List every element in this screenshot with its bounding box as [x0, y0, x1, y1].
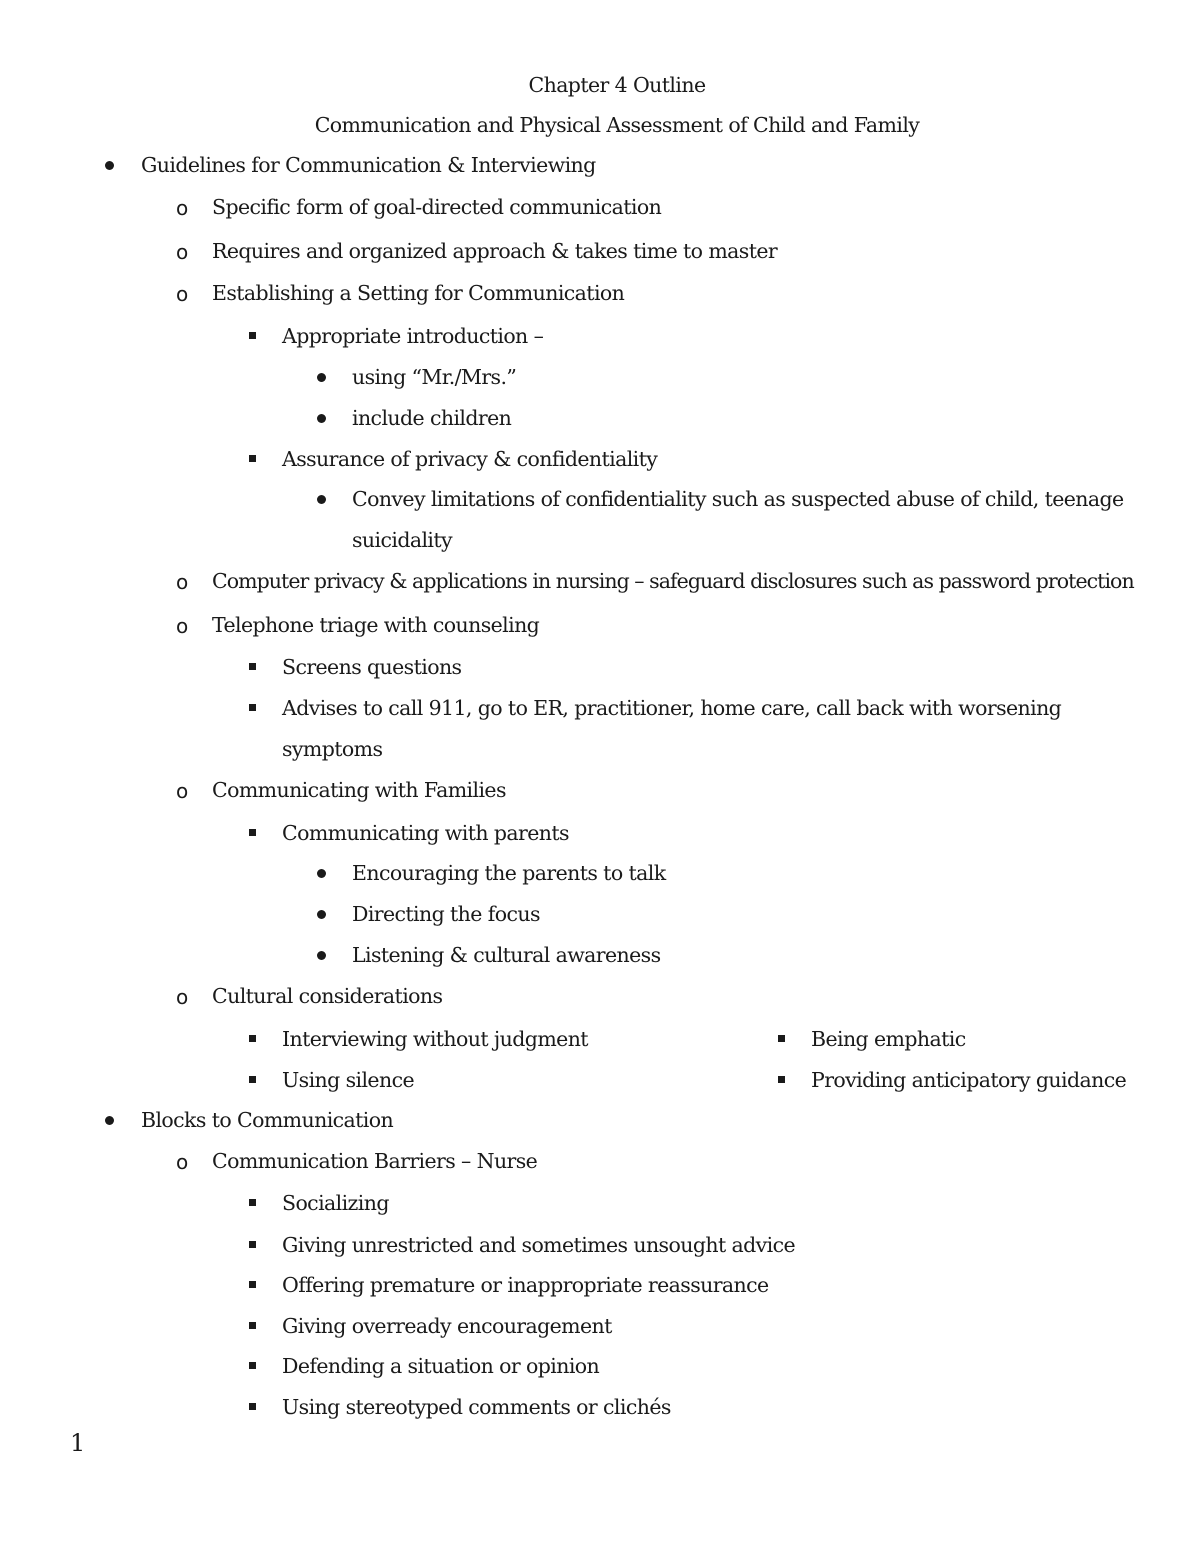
outline-item-l4: include children	[352, 406, 512, 430]
outline-item-l3: Using stereotyped comments or clichés	[282, 1395, 671, 1419]
outline-item-l4: Listening & cultural awareness	[352, 943, 661, 967]
bullet-square-icon	[249, 1076, 256, 1083]
bullet-square-icon	[249, 332, 256, 339]
outline-item-l2: Communicating with Families	[212, 778, 506, 802]
bullet-square-icon	[249, 663, 256, 670]
outline-item-l3: Communicating with parents	[282, 821, 569, 845]
outline-item-l3: Using silence	[282, 1068, 414, 1092]
bullet-circle-icon: o	[176, 779, 189, 803]
outline-item-l2: Specific form of goal-directed communication	[212, 195, 662, 219]
outline-item-l2: Communication Barriers – Nurse	[212, 1149, 538, 1173]
bullet-circle-icon: o	[176, 196, 189, 220]
bullet-square-icon	[249, 829, 256, 836]
bullet-square-icon	[249, 1241, 256, 1248]
bullet-square-icon	[249, 1035, 256, 1042]
bullet-square-icon	[249, 704, 256, 711]
bullet-circle-icon: o	[176, 614, 189, 638]
outline-item-l2: Telephone triage with counseling	[212, 613, 540, 637]
outline-item-l4: Directing the focus	[352, 902, 540, 926]
outline-item-l3: Advises to call 911, go to ER, practitioner, home care, call back with worsening	[282, 696, 1062, 720]
bullet-square-icon	[778, 1035, 785, 1042]
bullet-circle-icon: o	[176, 570, 189, 594]
page-subtitle: Communication and Physical Assessment of Child and Family	[314, 113, 920, 137]
outline-item-l2: Computer privacy & applications in nursing – safeguard disclosures such as password protection	[212, 569, 1134, 593]
bullet-square-icon	[249, 1322, 256, 1329]
bullet-dot-icon	[317, 910, 326, 919]
outline-item-l4-continued: suicidality	[352, 528, 452, 552]
outline-item-l4: Convey limitations of confidentiality such as suspected abuse of child, teenage	[352, 487, 1124, 511]
outline-item-l1: Blocks to Communication	[141, 1108, 394, 1132]
bullet-dot-icon	[317, 495, 326, 504]
bullet-circle-icon: o	[176, 240, 189, 264]
outline-item-l2: Cultural considerations	[212, 984, 443, 1008]
outline-item-l3-continued: symptoms	[282, 737, 383, 761]
outline-item-l4: Encouraging the parents to talk	[352, 861, 666, 885]
outline-item-l3: Socializing	[282, 1191, 389, 1215]
outline-item-l3: Interviewing without judgment	[282, 1027, 588, 1051]
outline-item-l2: Requires and organized approach & takes time to master	[212, 239, 778, 263]
bullet-dot-icon	[317, 414, 326, 423]
outline-item-l3: Appropriate introduction –	[282, 324, 544, 348]
outline-item-l3: Giving overready encouragement	[282, 1314, 612, 1338]
outline-item-l3: Giving unrestricted and sometimes unsought advice	[282, 1233, 795, 1257]
bullet-square-icon	[249, 1362, 256, 1369]
outline-item-l3: Being emphatic	[811, 1027, 966, 1051]
bullet-dot-icon	[317, 373, 326, 382]
bullet-square-icon	[249, 455, 256, 462]
bullet-dot-icon	[317, 869, 326, 878]
outline-item-l3: Screens questions	[282, 655, 462, 679]
bullet-circle-icon: o	[176, 985, 189, 1009]
bullet-square-icon	[249, 1199, 256, 1206]
bullet-square-icon	[249, 1281, 256, 1288]
outline-item-l1: Guidelines for Communication & Interviewing	[141, 153, 596, 177]
bullet-square-icon	[778, 1076, 785, 1083]
outline-item-l4: using “Mr./Mrs.”	[352, 365, 517, 389]
bullet-square-icon	[249, 1403, 256, 1410]
outline-item-l3: Offering premature or inappropriate reassurance	[282, 1273, 769, 1297]
bullet-dot-icon	[317, 951, 326, 960]
outline-item-l2: Establishing a Setting for Communication	[212, 281, 625, 305]
bullet-dot-icon	[105, 1116, 114, 1125]
outline-item-l3: Assurance of privacy & confidentiality	[282, 447, 658, 471]
bullet-dot-icon	[105, 161, 114, 170]
page-number: 1	[70, 1429, 86, 1457]
page-title: Chapter 4 Outline	[528, 73, 706, 97]
bullet-circle-icon: o	[176, 1150, 189, 1174]
outline-item-l3: Defending a situation or opinion	[282, 1354, 600, 1378]
bullet-circle-icon: o	[176, 282, 189, 306]
outline-item-l3: Providing anticipatory guidance	[811, 1068, 1127, 1092]
